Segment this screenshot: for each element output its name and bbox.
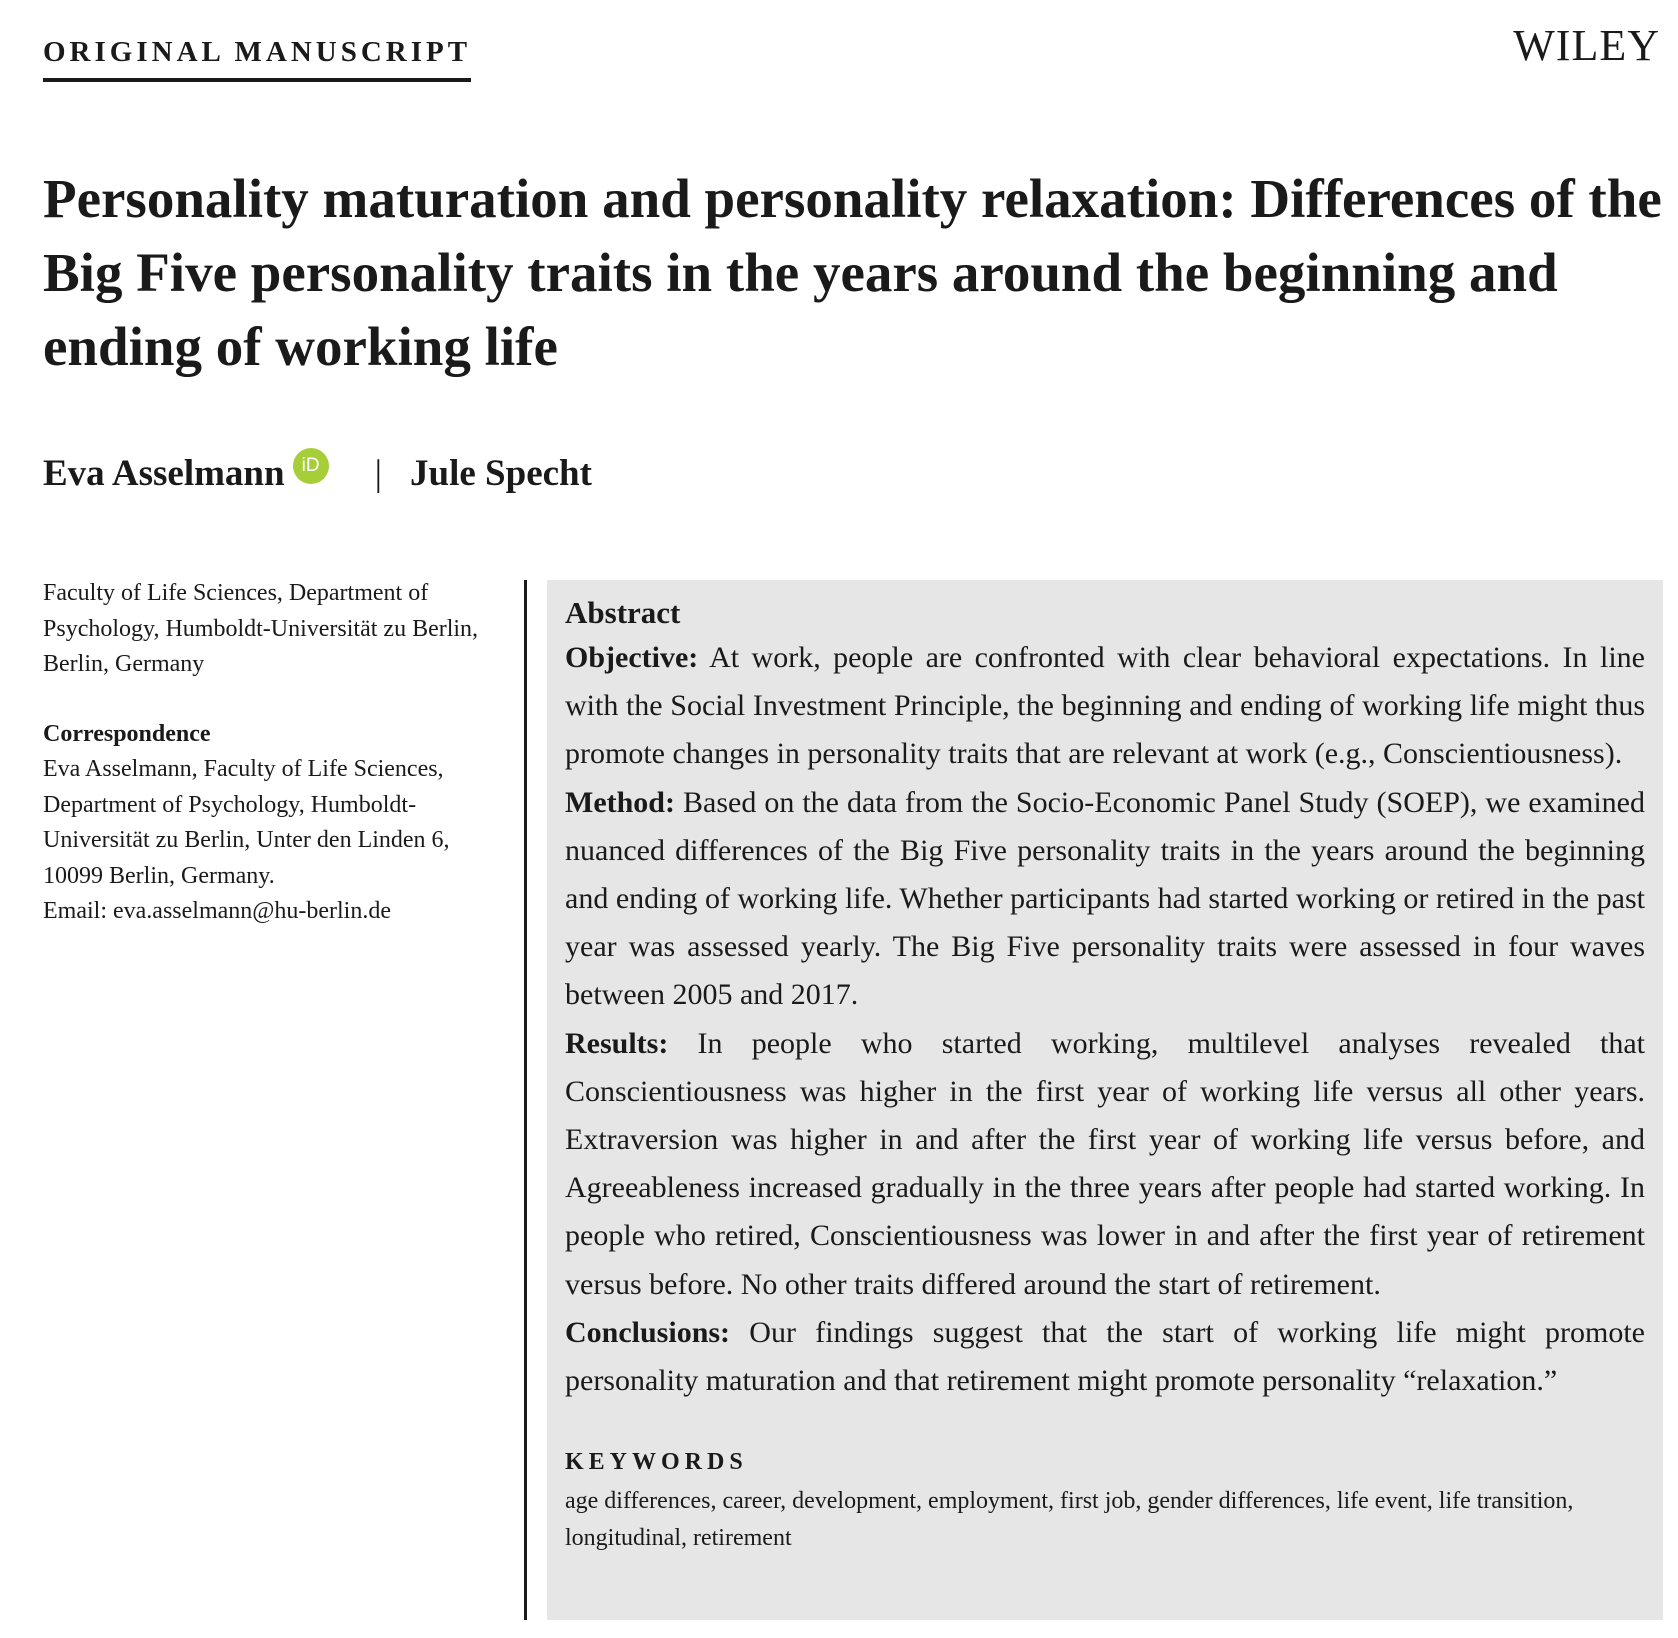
affiliation-text: Faculty of Life Sciences, Department of Psychology, Humboldt-Universität zu Berlin, Berlin, Germany [43, 580, 479, 677]
article-title: Personality maturation and personality relaxation: Differences of the Big Five personality traits in the years around the beginning and ending of working life [43, 168, 1662, 377]
section-text: Our findings suggest that the start of working life might promote personality maturation and that retirement might promote personality “relaxation.” [565, 1315, 1645, 1398]
correspondence-email[interactable]: Email: eva.asselmann@hu-berlin.de [43, 898, 391, 924]
affiliation-block [43, 576, 503, 930]
section-label: ORIGINAL MANUSCRIPT [43, 36, 471, 82]
section-label-objective: Objective: [565, 641, 699, 674]
abstract-heading: Abstract [565, 595, 681, 630]
abstract-results [565, 1020, 1645, 1309]
author-list [43, 452, 592, 496]
section-label-method: Method: [565, 785, 675, 819]
abstract-conclusions [565, 1309, 1645, 1405]
abstract-method [565, 779, 1645, 1020]
publisher-logo: WILEY [1513, 21, 1660, 70]
keywords-heading: KEYWORDS [565, 1449, 748, 1476]
correspondence-text: Eva Asselmann, Faculty of Life Sciences, Department of Psychology, Humboldt-Universität zu Berlin, Unter den Linden 6, 10099 Berlin, Germany. [43, 756, 450, 889]
column-divider [524, 580, 527, 1620]
correspondence-heading: Correspondence [43, 720, 211, 747]
abstract-objective [565, 634, 1645, 779]
orcid-icon[interactable]: iD [293, 448, 329, 484]
abstract-box [547, 580, 1663, 1620]
section-text: At work, people are confronted with clear behavioral expectations. In line with the Social Investment Principle, the beginning and ending of working life might thus promote changes in personality traits that are relevant at work (e.g., Conscientiousness). [565, 641, 1645, 771]
author-name[interactable]: Jule Specht [410, 453, 592, 494]
section-label-results: Results: [565, 1026, 669, 1060]
keywords-list: age differences, career, development, employment, first job, gender differences, life event, life transition, longitudinal, retirement [565, 1488, 1574, 1552]
section-label-conclusions: Conclusions: [565, 1315, 731, 1349]
section-text: Based on the data from the Socio-Economic Panel Study (SOEP), we examined nuanced differences of the Big Five personality traits in the years around the beginning and ending of working life. Whether participants had started working or retired in the past year was assessed yearly. The Big Five personality traits were assessed in four waves between 2005 and 2017. [565, 785, 1645, 1012]
author-separator: | [374, 453, 383, 494]
section-text: In people who started working, multilevel analyses revealed that Conscientiousness was higher in the first year of working life versus all other years. Extraversion was higher in and after the first year of working life versus before, and Agreeableness increased gradually in the three years after people had started working. In people who retired, Conscientiousness was lower in and after the first year of retirement versus before. No other traits differed around the start of retirement. [565, 1026, 1646, 1301]
author-name[interactable]: Eva Asselmann [43, 453, 285, 494]
